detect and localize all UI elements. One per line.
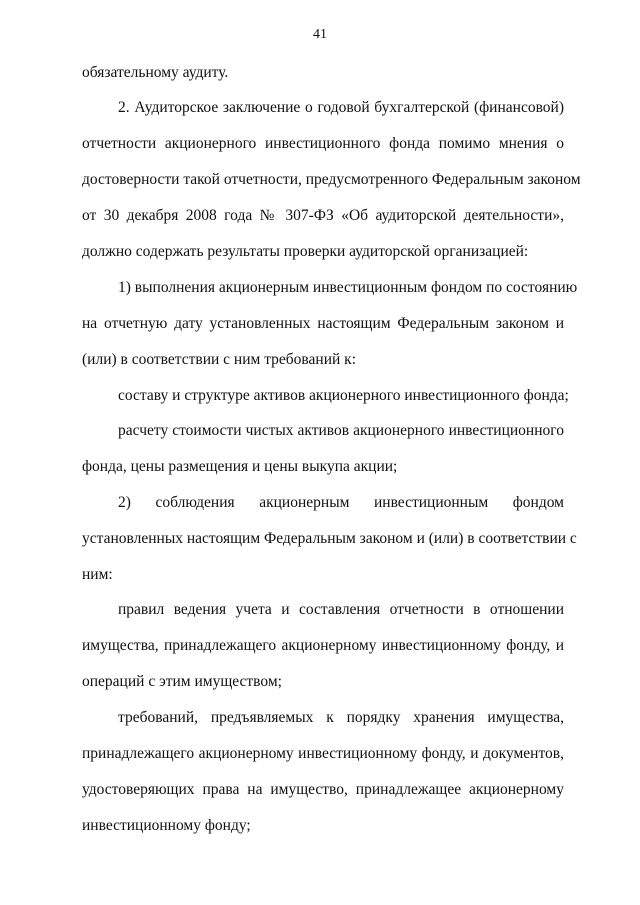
text-line: достоверности такой отчетности, предусмотренного Федеральным законом xyxy=(82,171,581,188)
text-line: фонда, цены размещения и цены выкупа акции; xyxy=(82,458,398,475)
text-line: отчетности акционерного инвестиционного фонда помимо мнения о xyxy=(82,135,564,152)
paragraph-first-line: 2. Аудиторское заключение о годовой бухгалтерской (финансовой) xyxy=(118,99,564,116)
page-number: 41 xyxy=(313,27,327,42)
paragraph-first-line: требований, предъявляемых к порядку хранения имущества, xyxy=(118,709,564,726)
paragraph-first-line: составу и структуре активов акционерного инвестиционного фонда; xyxy=(118,387,569,404)
text-line: должно содержать результаты проверки аудиторской организацией: xyxy=(82,243,529,260)
list-item-first-line: 1) выполнения акционерным инвестиционным фондом по состоянию xyxy=(118,279,578,296)
text-line: имущества, принадлежащего акционерному инвестиционному фонду, и xyxy=(82,637,564,654)
text-line: принадлежащего акционерному инвестиционному фонду, и документов, xyxy=(82,745,564,762)
text-line: от 30 декабря 2008 года № 307-ФЗ «Об аудиторской деятельности», xyxy=(82,207,564,224)
text-line: операций с этим имуществом; xyxy=(82,673,282,690)
text-line: инвестиционному фонду; xyxy=(82,817,251,834)
paragraph-first-line: расчету стоимости чистых активов акционерного инвестиционного xyxy=(118,422,564,439)
text-line: установленных настоящим Федеральным законом и (или) в соответствии с xyxy=(82,530,577,547)
text-line: ним: xyxy=(82,566,113,583)
list-item-first-line: 2) соблюдения акционерным инвестиционным фондом xyxy=(118,494,564,511)
text-line: на отчетную дату установленных настоящим Федеральным законом и xyxy=(82,315,564,332)
text-line: (или) в соответствии с ним требований к: xyxy=(82,351,357,368)
text-line: обязательному аудиту. xyxy=(82,64,229,81)
text-line: удостоверяющих права на имущество, принадлежащее акционерному xyxy=(82,781,564,798)
paragraph-first-line: правил ведения учета и составления отчетности в отношении xyxy=(118,601,564,618)
